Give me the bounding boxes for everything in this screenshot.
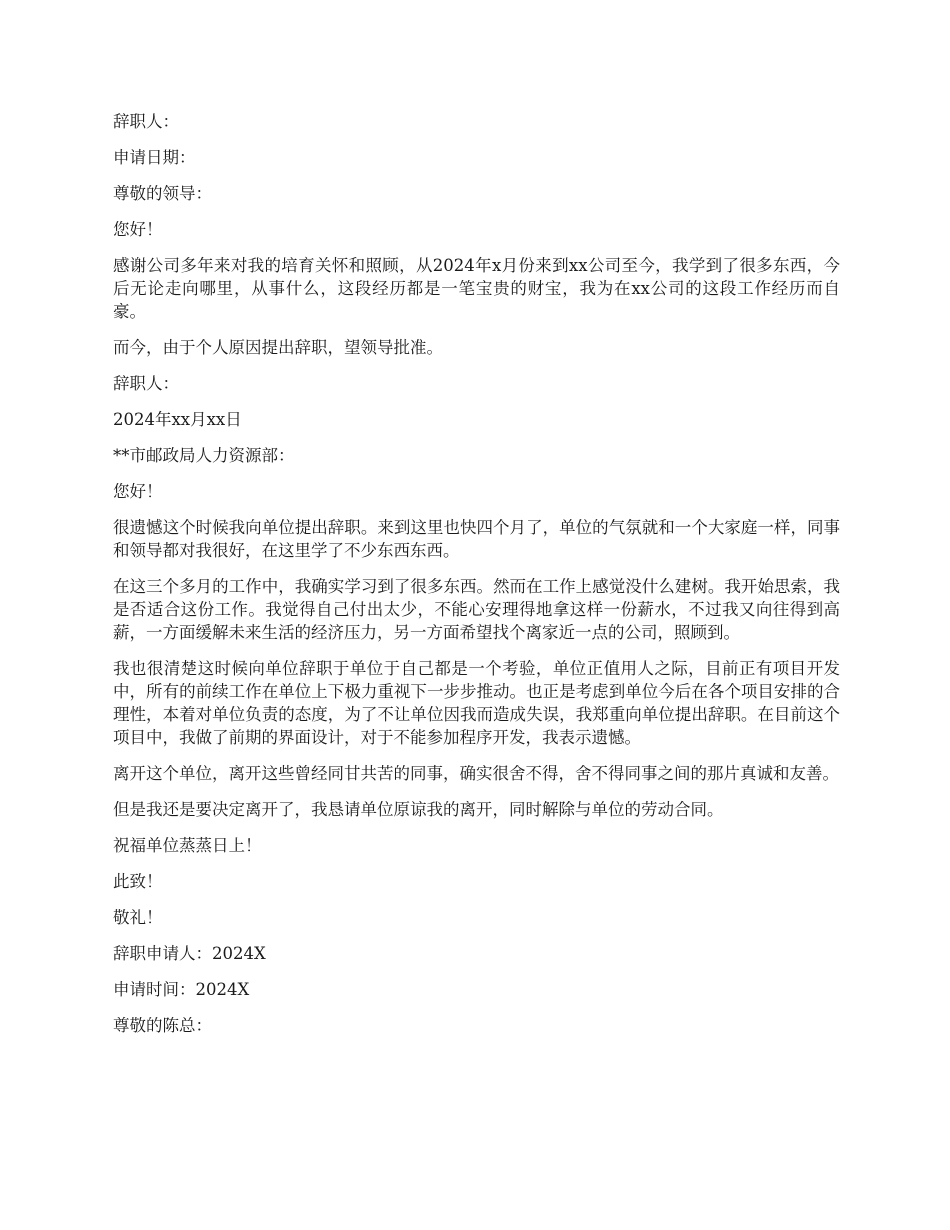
document-page <box>113 110 840 1050</box>
document-paragraph: 敬礼！ <box>113 908 163 927</box>
document-paragraph: 辞职申请人：2024X <box>113 944 266 963</box>
document-paragraph: 在这三个多月的工作中，我确实学习到了很多东西。然而在工作上感觉没什么建树。我开始思索，我是否适合这份工作。我觉得自己付出太少，不能心安理得地拿这样一份薪水，不过我又向往得到高薪，一方面缓解未来生活的经济压力，另一方面希望找个离家近一点的公司，照顾到。 <box>113 577 840 642</box>
document-paragraph: 申请日期： <box>113 148 196 167</box>
document-paragraph: 尊敬的陈总： <box>113 1016 212 1035</box>
document-paragraph: 而今，由于个人原因提出辞职，望领导批准。 <box>113 338 443 357</box>
document-paragraph: 辞职人： <box>113 374 179 393</box>
document-paragraph: 此致！ <box>113 872 163 891</box>
document-paragraph: 感谢公司多年来对我的培育关怀和照顾，从2024年x月份来到xx公司至今，我学到了很多东西，今后无论走向哪里，从事什么，这段经历都是一笔宝贵的财宝，我为在xx公司的这段工作经历而自豪。 <box>113 256 840 321</box>
document-paragraph: 但是我还是要决定离开了，我恳请单位原谅我的离开，同时解除与单位的劳动合同。 <box>113 800 724 819</box>
document-paragraph: **市邮政局人力资源部： <box>113 446 295 465</box>
document-paragraph: 您好！ <box>113 482 163 501</box>
document-paragraph: 我也很清楚这时候向单位辞职于单位于自己都是一个考验，单位正值用人之际，目前正有项目开发中，所有的前续工作在单位上下极力重视下一步步推动。也正是考虑到单位今后在各个项目安排的合理性，本着对单位负责的态度，为了不让单位因我而造成失误，我郑重向单位提出辞职。在目前这个项目中，我做了前期的界面设计，对于不能参加程序开发，我表示遗憾。 <box>113 659 840 747</box>
document-paragraph: 离开这个单位，离开这些曾经同甘共苦的同事，确实很舍不得，舍不得同事之间的那片真诚和友善。 <box>113 764 839 783</box>
document-paragraph: 您好！ <box>113 220 163 239</box>
document-paragraph: 2024年xx月xx日 <box>113 410 242 429</box>
document-paragraph: 尊敬的领导： <box>113 184 212 203</box>
document-paragraph: 申请时间：2024X <box>113 980 250 999</box>
document-paragraph: 很遗憾这个时候我向单位提出辞职。来到这里也快四个月了，单位的气氛就和一个大家庭一样，同事和领导都对我很好，在这里学了不少东西东西。 <box>113 518 840 560</box>
document-paragraph: 辞职人： <box>113 112 179 131</box>
document-paragraph: 祝福单位蒸蒸日上！ <box>113 836 262 855</box>
